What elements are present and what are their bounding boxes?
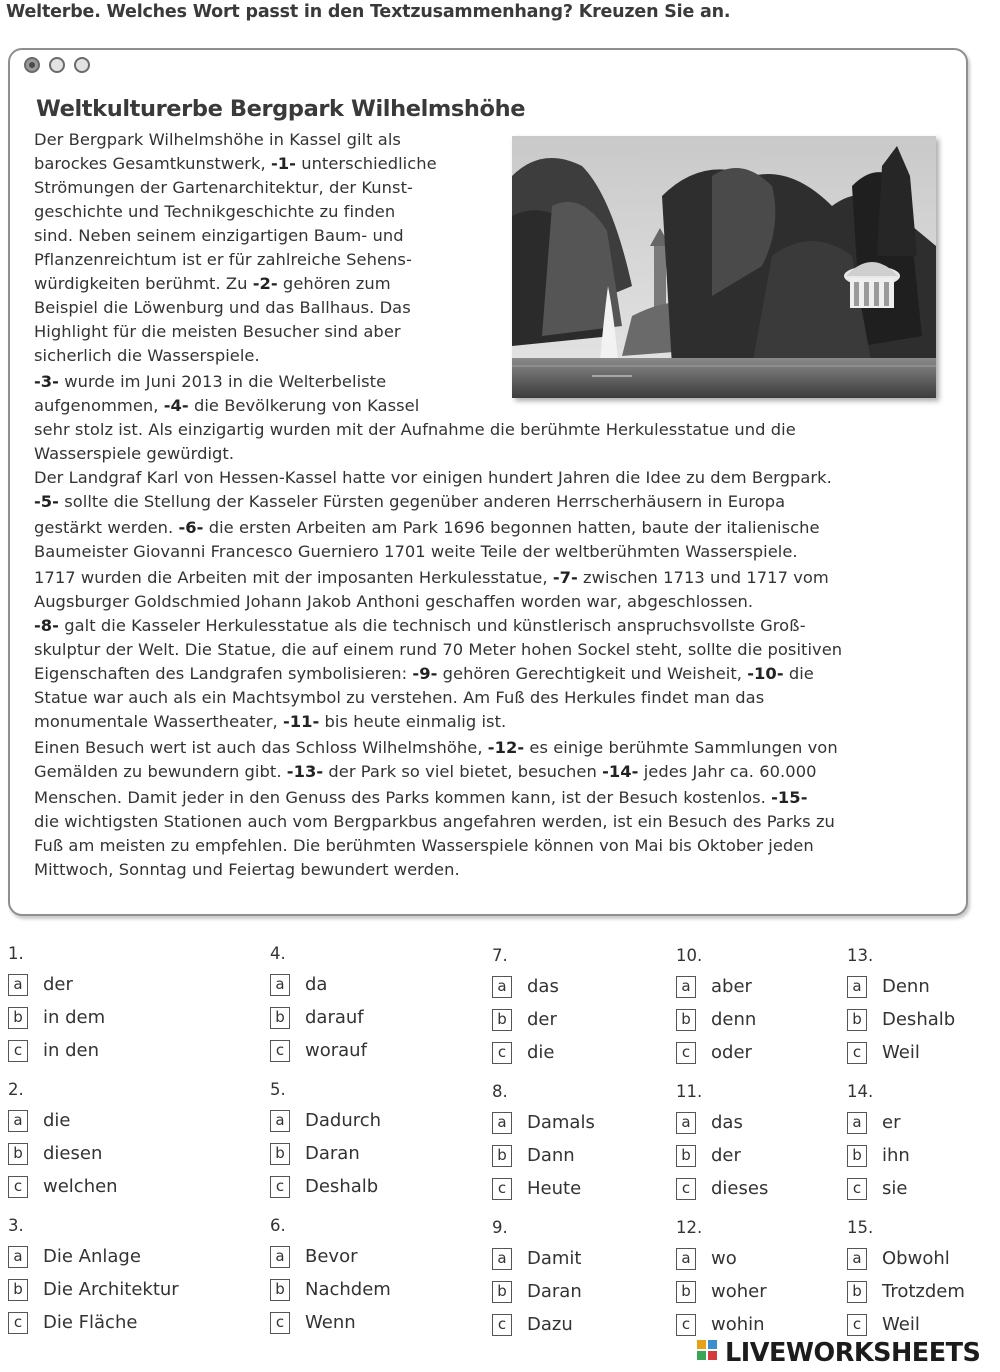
answer-label: Deshalb [882,1009,956,1030]
answer-label: die [43,1110,71,1131]
park-photo [512,136,936,398]
article-line [34,396,419,415]
gap-marker: -12- [487,738,525,757]
answer-checkbox[interactable]: b [676,1009,696,1031]
answer-checkbox[interactable]: a [676,1112,696,1134]
window-close-icon [24,57,40,73]
answer-label: woher [711,1281,767,1302]
answer-label: der [527,1009,557,1030]
article-text: die ersten Arbeiten am Park 1696 begonnen hatten, baute der italienische [203,518,820,537]
answer-label: Die Anlage [43,1246,141,1267]
article-text: Strömungen der Gartenarchitektur, der Kunst- [34,178,413,197]
article-line [34,250,412,269]
answer-label: denn [711,1009,757,1030]
answer-checkbox[interactable]: b [676,1281,696,1303]
article-text: skulptur der Welt. Die Statue, die auf einem rund 70 Meter hohen Sockel steht, sollte die positiven [34,640,843,659]
answer-label: aber [711,976,752,997]
answer-label: das [527,976,559,997]
article-text: gestärkt werden. [34,518,179,537]
answer-checkbox[interactable]: b [847,1145,867,1167]
answer-label: darauf [305,1007,364,1028]
question-number: 1. [8,944,24,963]
article-line [34,812,835,831]
gap-marker: -3- [34,372,59,391]
question-number: 11. [676,1082,703,1101]
answer-label: worauf [305,1040,367,1061]
answer-checkbox[interactable]: c [8,1176,28,1198]
answer-checkbox[interactable]: a [847,1112,867,1134]
answer-label: wohin [711,1314,765,1335]
article-text: sind. Neben seinem einzigartigen Baum- und [34,226,404,245]
answer-label: Deshalb [305,1176,379,1197]
answer-label: Wenn [305,1312,356,1333]
answer-label: Daran [527,1281,582,1302]
window-minimize-icon [49,57,65,73]
answer-label: Weil [882,1042,920,1063]
answer-checkbox[interactable]: b [8,1007,28,1029]
article-text: geschichte und Technikgeschichte zu finden [34,202,396,221]
question-number: 6. [270,1216,286,1235]
article-line [34,788,808,807]
answer-label: in dem [43,1007,106,1028]
answer-checkbox[interactable]: b [676,1145,696,1167]
article-text: sollte die Stellung der Kasseler Fürsten gegenüber anderen Herrscherhäusern in Europa [59,492,786,511]
answer-label: Die Fläche [43,1312,138,1333]
answer-checkbox[interactable]: a [676,1248,696,1270]
article-text: bis heute einmalig ist. [319,712,507,731]
answer-label: Die Architektur [43,1279,179,1300]
answer-checkbox[interactable]: b [492,1009,512,1031]
answer-checkbox[interactable]: a [492,976,512,998]
answer-checkbox[interactable]: c [492,1178,512,1200]
article-text: gehören zum [277,274,391,293]
answer-checkbox[interactable]: a [847,1248,867,1270]
question-number: 5. [270,1080,286,1099]
gap-marker: -4- [163,396,189,415]
article-line [34,226,404,245]
answer-label: da [305,974,328,995]
gap-marker: -14- [602,762,639,781]
gap-marker: -15- [771,788,808,807]
answer-checkbox[interactable]: a [492,1248,512,1270]
gap-marker: -6- [178,518,204,537]
article-line [34,688,764,707]
answer-checkbox[interactable]: b [270,1007,290,1029]
article-line [34,274,391,293]
answer-label: Denn [882,976,930,997]
article-text: aufgenommen, [34,396,164,415]
answer-label: ihn [882,1145,910,1166]
answer-label: wo [711,1248,737,1269]
answer-label: Nachdem [305,1279,391,1300]
answer-checkbox[interactable]: a [8,1110,28,1132]
article-line [34,298,411,317]
article-line [34,322,401,341]
question-number: 14. [847,1082,874,1101]
question-number: 15. [847,1218,874,1237]
answer-label: Heute [527,1178,582,1199]
article-line [34,616,806,635]
article-line [34,154,437,173]
question-number: 12. [676,1218,703,1237]
article-text: wurde im Juni 2013 in die Welterbeliste [59,372,387,391]
instruction-heading: Welterbe. Welches Wort passt in den Textzusammenhang? Kreuzen Sie an. [6,2,731,22]
answer-label: Trotzdem [882,1281,965,1302]
article-text: zwischen 1713 und 1717 vom [577,568,829,587]
article-text: sicherlich die Wasserspiele. [34,346,260,365]
answer-checkbox[interactable]: b [847,1009,867,1031]
answer-label: Dadurch [305,1110,382,1131]
article-text: Einen Besuch wert ist auch das Schloss Wilhelmshöhe, [34,738,488,757]
article-text: Eigenschaften des Landgrafen symbolisieren: [34,664,413,683]
article-text: jedes Jahr ca. 60.000 [638,762,817,781]
article-text: Wasserspiele gewürdigt. [34,444,235,463]
article-line [34,202,395,221]
article-text: Highlight für die meisten Besucher sind aber [34,322,401,341]
liveworksheets-logo-icon [697,1338,719,1368]
article-text: die wichtigsten Stationen auch vom Bergparkbus angefahren werden, ist ein Besuch des Parks zu [34,812,835,831]
answer-checkbox[interactable]: c [847,1178,867,1200]
answer-checkbox[interactable]: a [270,974,290,996]
question-number: 7. [492,946,508,965]
article-text: galt die Kasseler Herkulesstatue als die technisch und künstlerisch anspruchsvollste Groß- [59,616,806,635]
article-line [34,712,506,731]
article-text: barockes Gesamtkunstwerk, [34,154,271,173]
answer-checkbox[interactable]: c [270,1312,290,1334]
answer-checkbox[interactable]: a [492,1112,512,1134]
liveworksheets-brand [697,1336,980,1370]
answer-label: oder [711,1042,752,1063]
answer-checkbox[interactable]: a [270,1110,290,1132]
article-text: Pflanzenreichtum ist er für zahlreiche Sehens- [34,250,412,269]
article-line [34,492,785,511]
answer-checkbox[interactable]: a [847,976,867,998]
article-line [34,860,460,879]
article-text: gehören Gerechtigkeit und Weisheit, [437,664,748,683]
answer-checkbox[interactable]: b [8,1143,28,1165]
article-text: Menschen. Damit jeder in den Genuss des Parks kommen kann, ist der Besuch kostenlos. [34,788,772,807]
article-line [34,468,832,487]
gap-marker: -9- [412,664,438,683]
gap-marker: -11- [282,712,320,731]
article-text: Fuß am meisten zu empfehlen. Die berühmten Wasserspiele können von Mai bis Oktober jeden [34,836,814,855]
answer-checkbox[interactable]: b [8,1279,28,1301]
answer-checkbox[interactable]: a [676,976,696,998]
liveworksheets-wordmark: LIVEWORKSHEETS [725,1338,981,1368]
article-text: Gemälden zu bewundern gibt. [34,762,287,781]
article-line [34,664,814,683]
article-line [34,640,842,659]
article-line [34,346,260,365]
article-line [34,738,838,757]
answer-checkbox[interactable]: b [847,1281,867,1303]
gap-marker: -10- [747,664,784,683]
answer-checkbox[interactable]: c [8,1040,28,1062]
article-text: monumentale Wassertheater, [34,712,283,731]
answer-label: Daran [305,1143,360,1164]
article-text: Beispiel die Löwenburg und das Ballhaus. Das [34,298,411,317]
article-line [34,178,413,197]
answer-label: die [527,1042,555,1063]
answer-checkbox[interactable]: c [676,1314,696,1336]
answer-label: welchen [43,1176,118,1197]
gap-marker: -1- [270,154,296,173]
gap-marker: -8- [34,616,59,635]
answer-label: diesen [43,1143,103,1164]
article-line [34,420,796,439]
gap-marker: -7- [552,568,578,587]
article-text: sehr stolz ist. Als einzigartig wurden mit der Aufnahme die berühmte Herkulesstatue und die [34,420,796,439]
window-zoom-icon [74,57,90,73]
park-photo-image [512,136,936,398]
answer-checkbox[interactable]: c [270,1040,290,1062]
answer-label: in den [43,1040,100,1061]
article-text: Der Bergpark Wilhelmshöhe in Kassel gilt als [34,130,401,149]
answer-label: der [43,974,73,995]
answer-checkbox[interactable]: b [270,1143,290,1165]
article-text: die [783,664,814,683]
article-line [34,762,817,781]
gap-marker: -13- [286,762,324,781]
article-line [34,836,814,855]
answer-checkbox[interactable]: c [492,1314,512,1336]
answer-label: Damit [527,1248,582,1269]
answer-checkbox[interactable]: c [8,1312,28,1334]
gap-marker: -2- [252,274,278,293]
article-text: 1717 wurden die Arbeiten mit der imposanten Herkulesstatue, [34,568,553,587]
answer-checkbox[interactable]: c [676,1042,696,1064]
answer-checkbox[interactable]: c [847,1314,867,1336]
article-text: es einige berühmte Sammlungen von [524,738,838,757]
question-number: 8. [492,1082,508,1101]
article-text: Baumeister Giovanni Francesco Guerniero 1701 weite Teile der weltberühmten Wasserspiele. [34,542,798,561]
article-line [34,592,753,611]
answer-label: Obwohl [882,1248,950,1269]
article-text: Augsburger Goldschmied Johann Jakob Anthoni geschaffen worden war, abgeschlossen. [34,592,754,611]
answer-label: Dann [527,1145,575,1166]
gap-marker: -5- [34,492,59,511]
article-line [34,568,829,587]
question-number: 2. [8,1080,24,1099]
answer-label: das [711,1112,743,1133]
answer-checkbox[interactable]: b [270,1279,290,1301]
answer-label: sie [882,1178,908,1199]
question-number: 3. [8,1216,24,1235]
answer-checkbox[interactable]: c [492,1042,512,1064]
answer-label: Damals [527,1112,595,1133]
article-text: würdigkeiten berühmt. Zu [34,274,253,293]
answer-checkbox[interactable]: a [8,1246,28,1268]
article-text: der Park so viel bietet, besuchen [323,762,603,781]
question-number: 4. [270,944,286,963]
answer-checkbox[interactable]: c [847,1042,867,1064]
article-line [34,542,798,561]
answer-label: Bevor [305,1246,358,1267]
article-line [34,444,234,463]
article-text: Statue war auch als ein Machtsymbol zu verstehen. Am Fuß des Herkules findet man das [34,688,765,707]
answer-checkbox[interactable]: c [270,1176,290,1198]
question-number: 10. [676,946,703,965]
answer-checkbox[interactable]: b [492,1145,512,1167]
question-number: 9. [492,1218,508,1237]
answer-checkbox[interactable]: c [676,1178,696,1200]
article-line [34,372,386,391]
article-line [34,518,820,537]
article-text: unterschiedliche [295,154,437,173]
answer-label: dieses [711,1178,769,1199]
answer-label: Dazu [527,1314,573,1335]
article-text: Der Landgraf Karl von Hessen-Kassel hatte vor einigen hundert Jahren die Idee zu dem Bergpark. [34,468,832,487]
window-titlebar [10,50,966,84]
answer-label: er [882,1112,901,1133]
article-line [34,130,401,149]
article-text: die Bevölkerung von Kassel [188,396,420,415]
article-window [8,48,968,916]
answer-label: Weil [882,1314,920,1335]
answer-checkbox[interactable]: a [8,974,28,996]
answer-checkbox[interactable]: b [492,1281,512,1303]
answer-checkbox[interactable]: a [270,1246,290,1268]
article-text: Mittwoch, Sonntag und Feiertag bewundert werden. [34,860,460,879]
question-number: 13. [847,946,874,965]
article-title: Weltkulturerbe Bergpark Wilhelmshöhe [36,96,526,122]
answer-label: der [711,1145,741,1166]
